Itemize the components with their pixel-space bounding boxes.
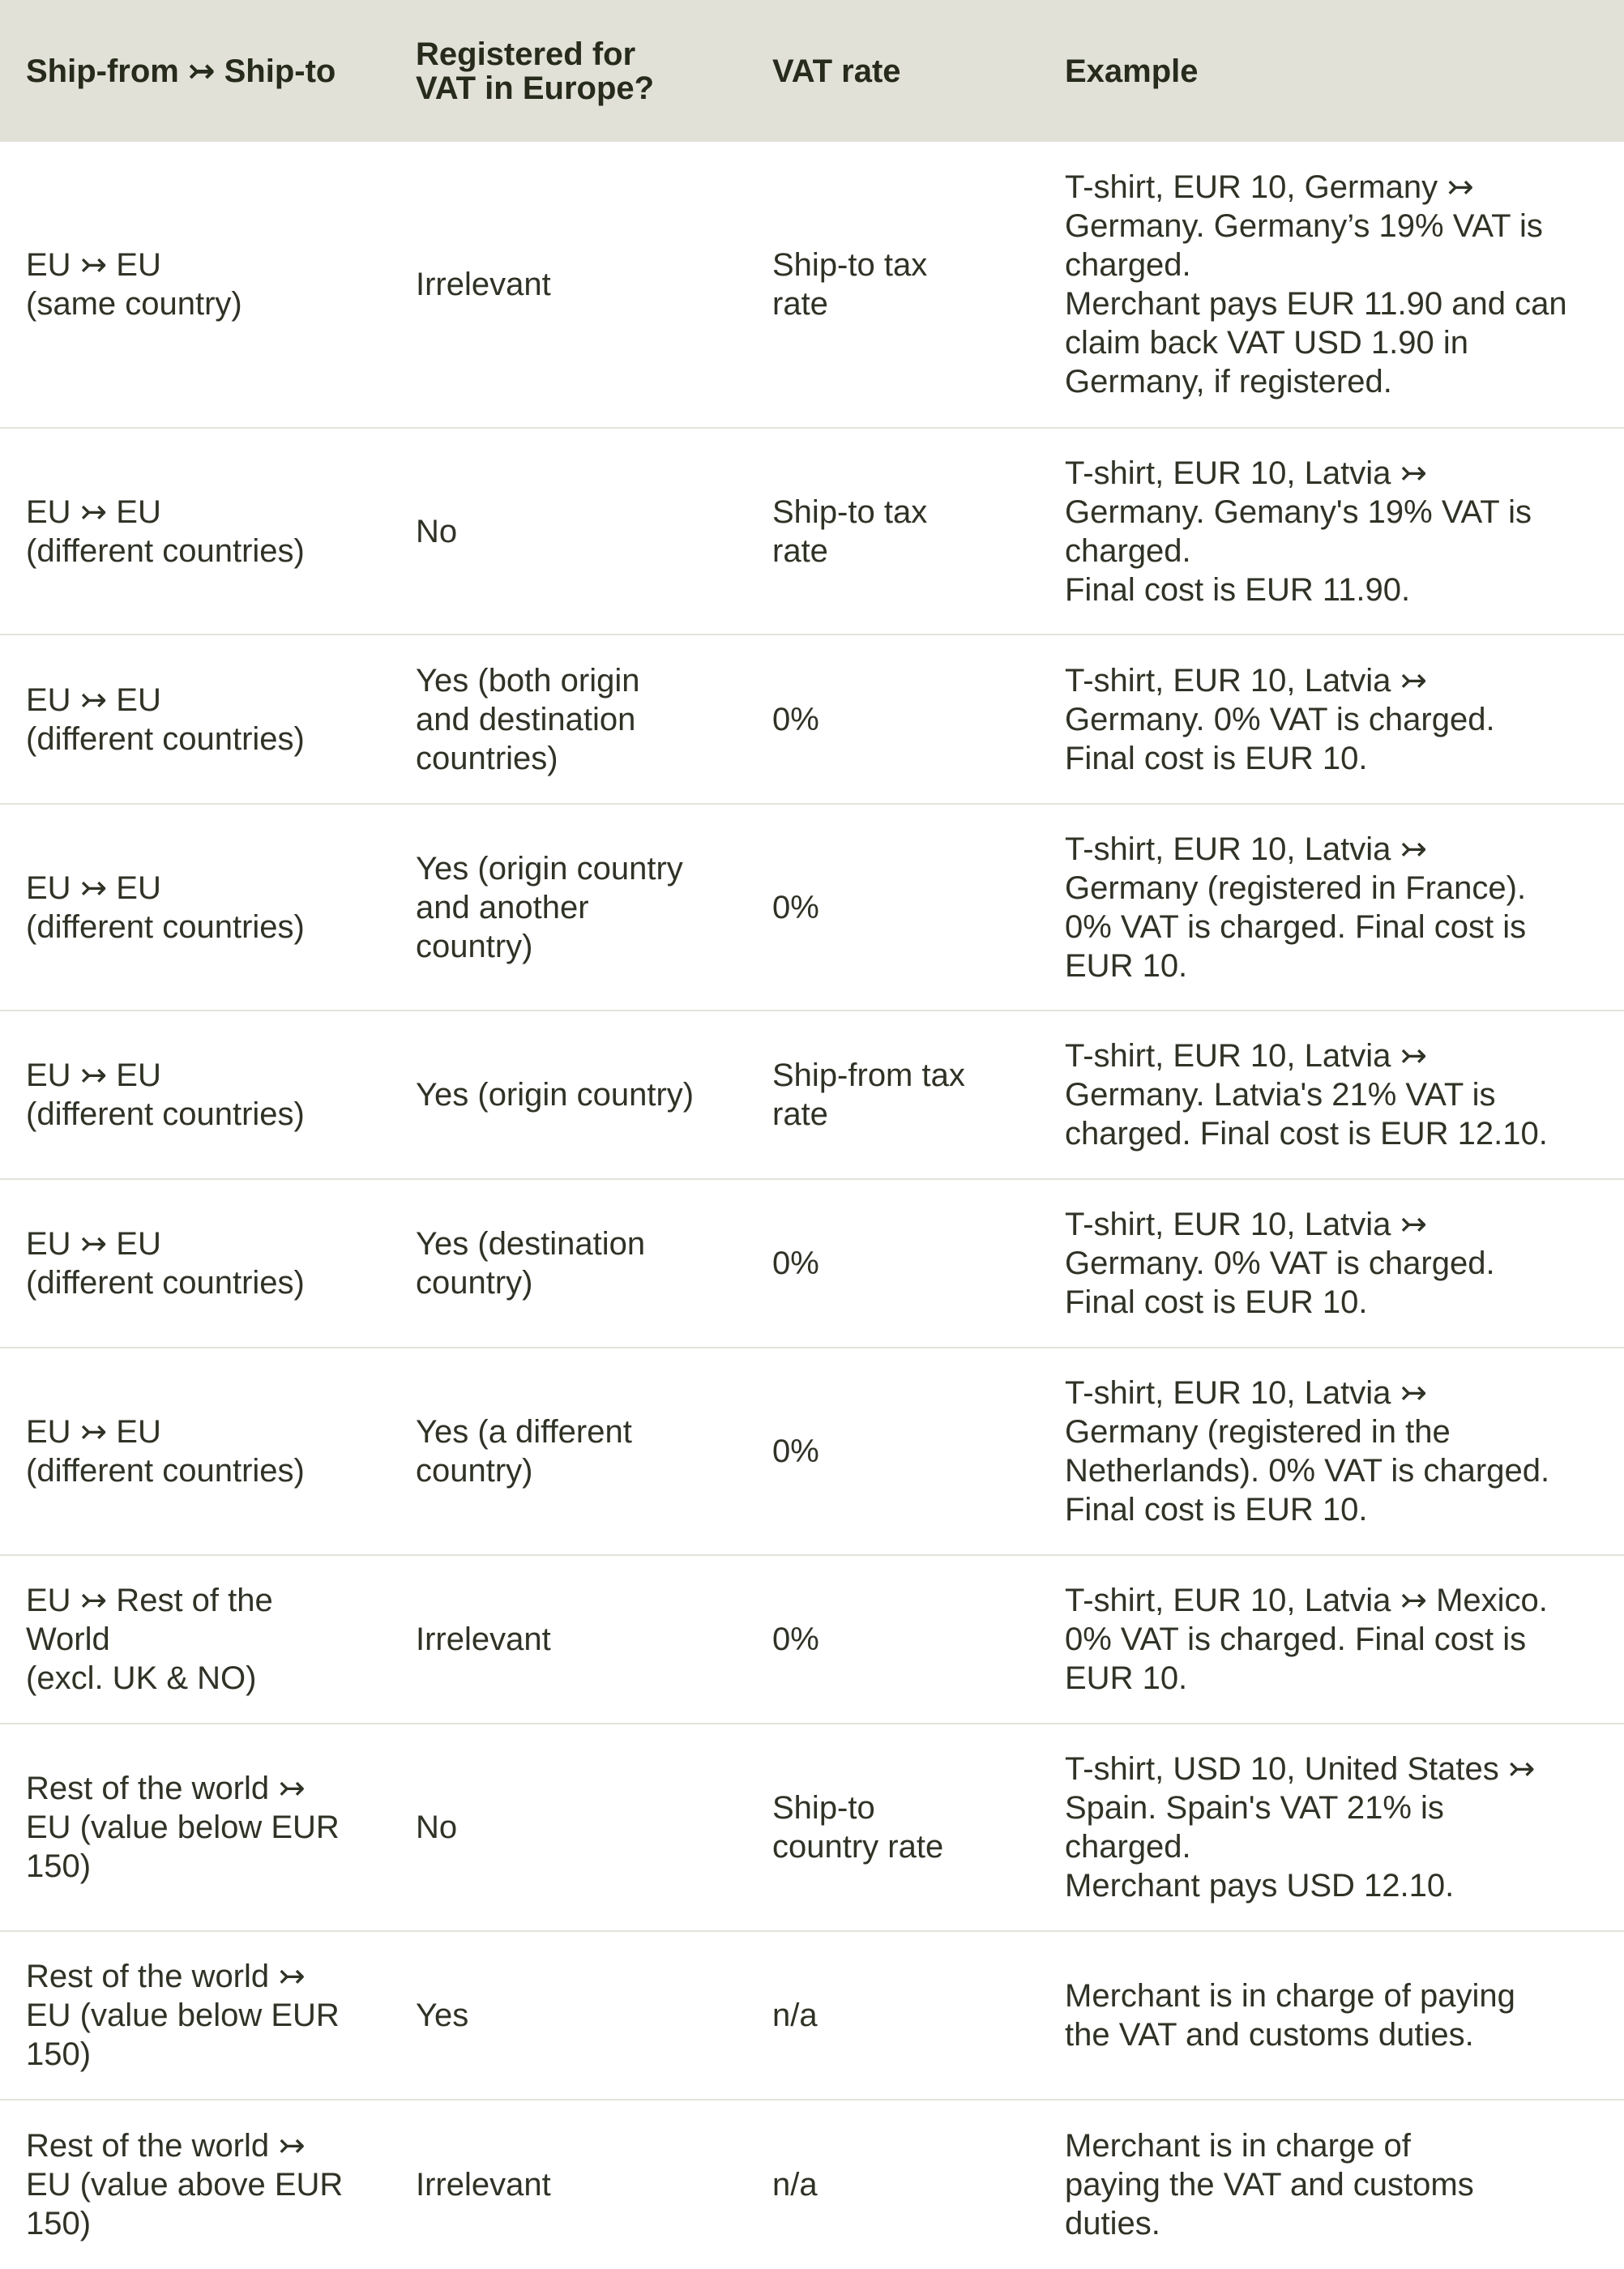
cell-vat-rate: Ship-from tax rate [746, 1011, 1039, 1179]
cell-vat-rate: n/a [772, 2166, 818, 2203]
table-row [0, 1724, 1624, 1931]
header-registered: Registered for VAT in Europe? [416, 36, 655, 106]
cell-example: T-shirt, EUR 10, Latvia ↣ Germany (registered in the Netherlands). 0% VAT is charged. Final cost is EUR 10. [1039, 1348, 1624, 1555]
table-row [0, 1555, 1624, 1724]
cell-vat-rate: n/a [746, 1931, 1039, 2100]
cell-registered: Irrelevant [416, 2166, 551, 2203]
table-row [0, 1011, 1624, 1179]
cell-registered: Irrelevant [390, 142, 746, 428]
table-row [0, 428, 1624, 635]
table-header [0, 0, 1624, 142]
cell-vat-rate: 0% [746, 1179, 1039, 1348]
cell-example: T-shirt, EUR 10, Latvia ↣ Mexico. 0% VAT is charged. Final cost is EUR 10. [1039, 1555, 1624, 1724]
cell-example: T-shirt, EUR 10, Latvia ↣ Germany. Gemany's 19% VAT is charged. Final cost is EUR 11.90. [1039, 428, 1624, 635]
cell-registered: Yes (a different country) [390, 1348, 746, 1555]
table-row [0, 142, 1624, 428]
cell-example: T-shirt, EUR 10, Germany ↣ Germany. Germany’s 19% VAT is charged. Merchant pays EUR 11.90 and can claim back VAT USD 1.90 in Germany, if registered. [1039, 142, 1624, 428]
cell-route: Rest of the world ↣ EU (value below EUR 150) [0, 1931, 390, 2100]
cell-vat-rate: Ship-to country rate [746, 1724, 1039, 1931]
cell-vat-rate: Ship-to tax rate [746, 428, 1039, 635]
cell-route: EU ↣ EU (different countries) [0, 1011, 390, 1179]
cell-example: Merchant is in charge of paying the VAT and customs duties. [1039, 1931, 1624, 2100]
cell-route: EU ↣ EU (different countries) [0, 428, 390, 635]
cell-route: EU ↣ EU (different countries) [0, 1179, 390, 1348]
header-example: Example [1065, 53, 1199, 89]
cell-registered: Yes (both origin and destination countries) [390, 635, 746, 804]
header-vat-rate: VAT rate [772, 53, 901, 89]
cell-example: T-shirt, EUR 10, Latvia ↣ Germany. 0% VAT is charged. Final cost is EUR 10. [1039, 635, 1624, 804]
table-row [0, 635, 1624, 804]
cell-registered: Yes (origin country) [390, 1011, 746, 1179]
table-row [0, 1348, 1624, 1555]
cell-vat-rate: 0% [746, 804, 1039, 1011]
table-body [0, 142, 1624, 2268]
table-row [0, 2100, 1624, 2268]
cell-example: Merchant is in charge of paying the VAT and customs duties. [1065, 2127, 1474, 2241]
cell-registered: Yes (origin country and another country) [390, 804, 746, 1011]
cell-registered: Yes [390, 1931, 746, 2100]
cell-registered: Yes (destination country) [390, 1179, 746, 1348]
cell-vat-rate: 0% [746, 1555, 1039, 1724]
cell-registered: No [390, 428, 746, 635]
cell-route: Rest of the world ↣ EU (value above EUR 150) [26, 2127, 344, 2241]
cell-route: Rest of the world ↣ EU (value below EUR 150) [0, 1724, 390, 1931]
header-route: Ship-from ↣ Ship-to [26, 53, 336, 89]
cell-example: T-shirt, EUR 10, Latvia ↣ Germany (registered in France). 0% VAT is charged. Final cost is EUR 10. [1039, 804, 1624, 1011]
cell-route: EU ↣ EU (different countries) [0, 635, 390, 804]
cell-route: EU ↣ Rest of the World (excl. UK & NO) [0, 1555, 390, 1724]
cell-route: EU ↣ EU (different countries) [0, 1348, 390, 1555]
header-row [0, 0, 1624, 142]
cell-registered: No [390, 1724, 746, 1931]
table-row [0, 1931, 1624, 2100]
cell-registered: Irrelevant [390, 1555, 746, 1724]
cell-example: T-shirt, USD 10, United States ↣ Spain. Spain's VAT 21% is charged. Merchant pays USD 12.10. [1039, 1724, 1624, 1931]
table-row [0, 804, 1624, 1011]
cell-vat-rate: 0% [746, 1348, 1039, 1555]
cell-route: EU ↣ EU (same country) [0, 142, 390, 428]
cell-vat-rate: 0% [746, 635, 1039, 804]
cell-example: T-shirt, EUR 10, Latvia ↣ Germany. 0% VAT is charged. Final cost is EUR 10. [1039, 1179, 1624, 1348]
cell-example: T-shirt, EUR 10, Latvia ↣ Germany. Latvia's 21% VAT is charged. Final cost is EUR 12.10. [1039, 1011, 1624, 1179]
cell-vat-rate: Ship-to tax rate [746, 142, 1039, 428]
cell-route: EU ↣ EU (different countries) [0, 804, 390, 1011]
table-row [0, 1179, 1624, 1348]
